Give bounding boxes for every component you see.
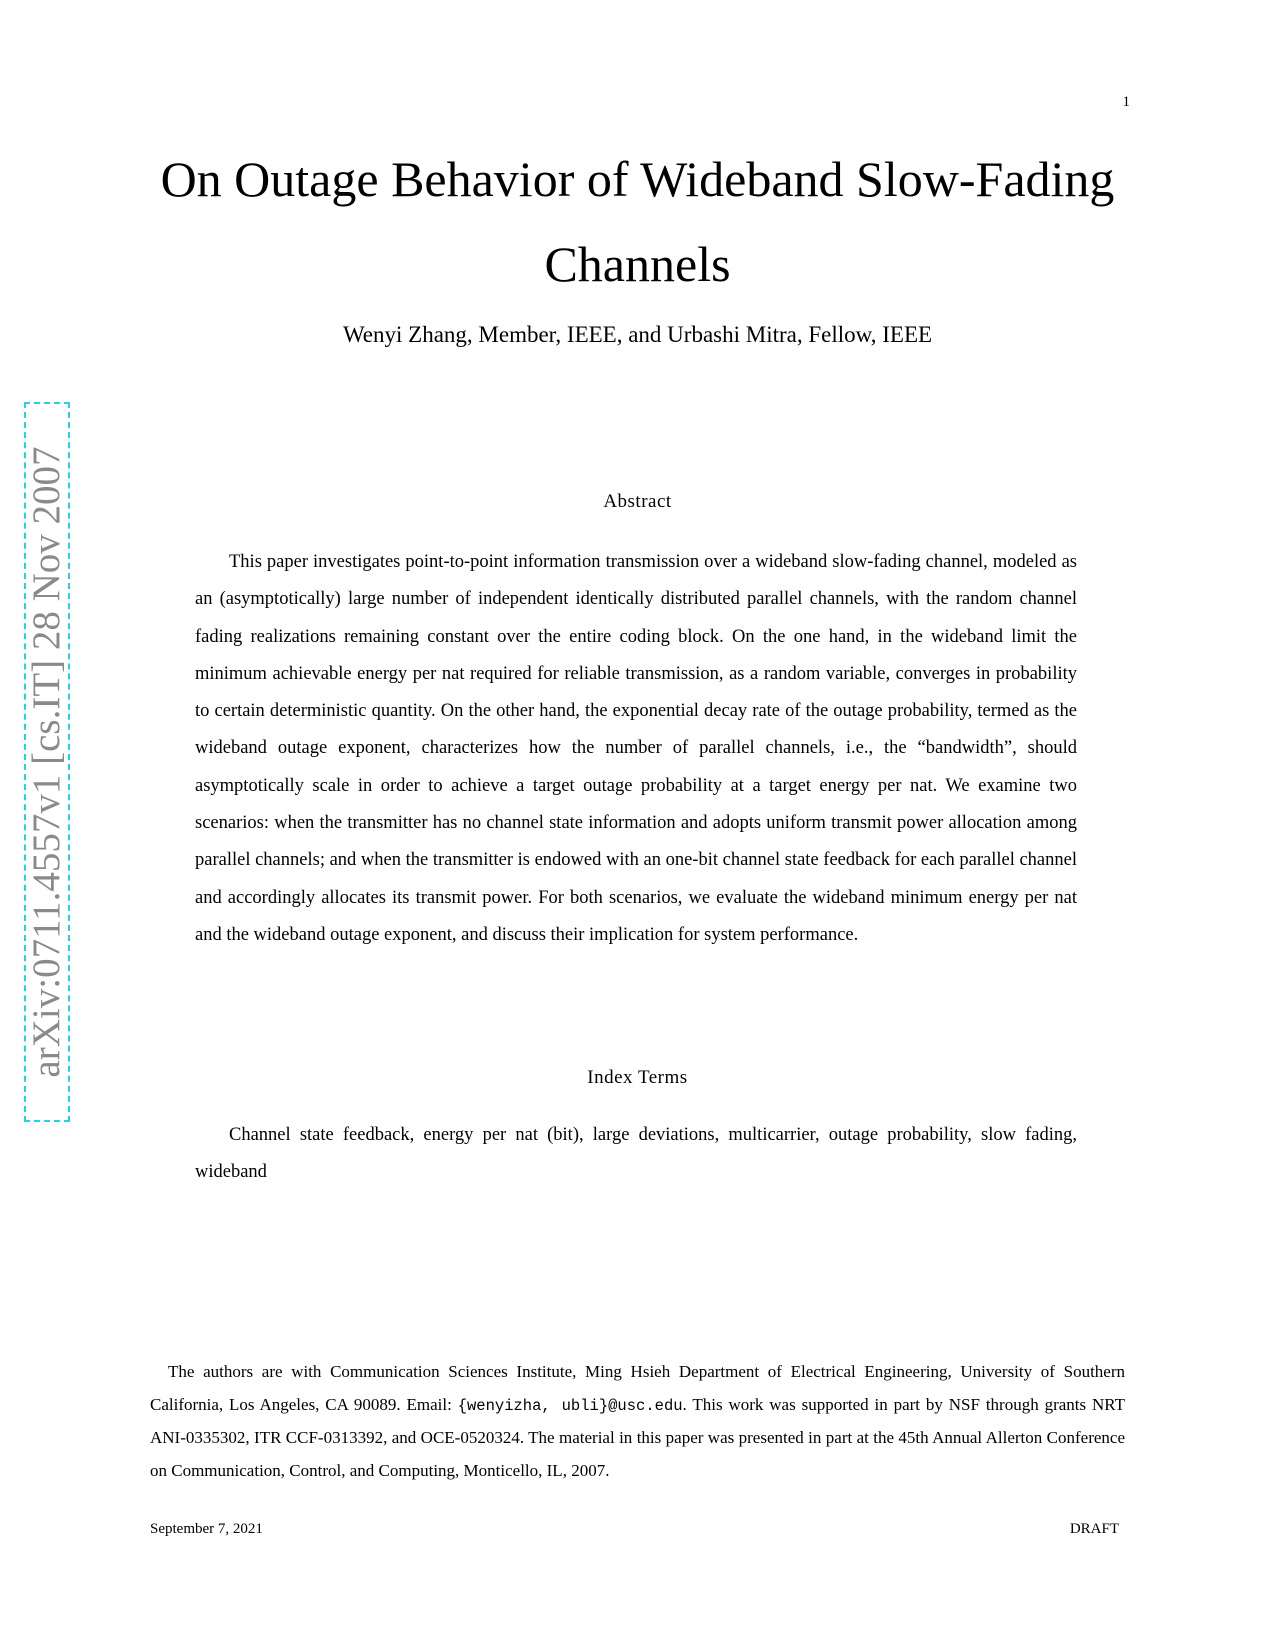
abstract-text: This paper investigates point-to-point information transmission over a wideband slow-fading channel, modeled as an (asymptotically) large number of independent identically distributed parallel channels, with the random channel fading realizations remaining constant over the entire coding block. On the one hand, in the wideband limit the minimum achievable energy per nat required for reliable transmission, as a random variable, converges in probability to certain deterministic quantity. On the other hand, the exponential decay rate of the outage probability, termed as the wideband outage exponent, characterizes how the number of parallel channels, i.e., the “bandwidth”, should asymptotically scale in order to achieve a target outage probability at a target energy per nat. We examine two scenarios: when the transmitter has no channel state information and adopts uniform transmit power allocation among parallel channels; and when the transmitter is endowed with an one-bit channel state feedback for each parallel channel and accordingly allocates its transmit power. For both scenarios, we evaluate the wideband minimum energy per nat and the wideband outage exponent, and discuss their implication for system performance. bbox=[195, 552, 1077, 945]
footer-draft-label: DRAFT bbox=[1069, 1521, 1119, 1537]
index-terms-heading: Index Terms bbox=[587, 1067, 688, 1088]
index-terms-text: Channel state feedback, energy per nat (bit), large deviations, multicarrier, outage probability, slow fading, wideband bbox=[195, 1125, 1077, 1183]
paper-title: On Outage Behavior of Wideband Slow-Fading Channels bbox=[160, 151, 1115, 292]
page-number: 1 bbox=[1122, 94, 1130, 110]
footnote-email: {wenyizha, ubli}@usc.edu bbox=[457, 1396, 683, 1415]
footer-date: September 7, 2021 bbox=[150, 1521, 263, 1537]
author-footnote bbox=[150, 1356, 1125, 1487]
abstract-heading: Abstract bbox=[603, 491, 672, 512]
arxiv-watermark: arXiv:0711.4557v1 [cs.IT] 28 Nov 2007 bbox=[24, 402, 70, 1122]
footnote-funding: . This work was supported in part by NSF through grants NRT ANI-0335302, ITR CCF-0313392, and OCE-0520324. The material in this paper was presented in part at the 45th Annual Allerton Conference on Communication, Control, and Computing, Monticello, IL, 2007. bbox=[150, 1394, 1125, 1480]
author-line: Wenyi Zhang, Member, IEEE, and Urbashi Mitra, Fellow, IEEE bbox=[342, 322, 933, 347]
footnote-affiliation: The authors are with Communication Sciences Institute, Ming Hsieh Department of Electrical Engineering, University of Southern California, Los Angeles, CA 90089. Email: bbox=[150, 1362, 1125, 1414]
